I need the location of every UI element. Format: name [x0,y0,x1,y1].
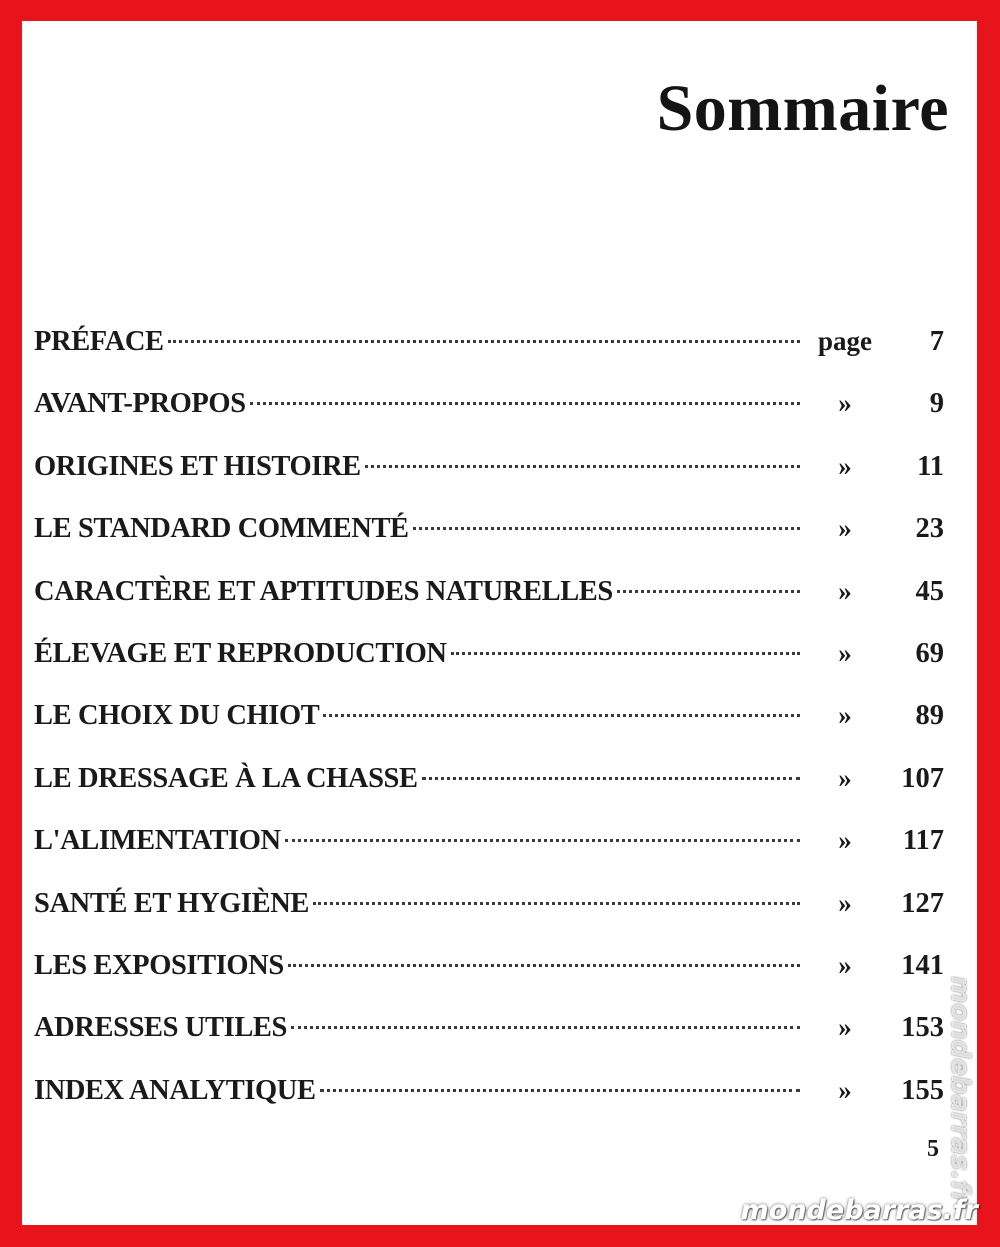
toc-row [34,825,944,887]
toc-row [34,950,944,1012]
dot-leader [323,714,800,717]
toc-entry-label: LE CHOIX DU CHIOT [34,700,320,732]
toc-row [34,1012,944,1074]
toc-row [34,451,944,513]
dot-leader [285,839,800,842]
dot-leader [617,590,800,593]
dot-leader [168,340,800,343]
page-number: 69 [915,637,944,669]
page-number: 23 [915,513,944,545]
toc-entry-label: PRÉFACE [34,326,164,357]
toc-row [34,638,944,700]
page-number: 11 [917,450,944,482]
toc-row [34,1075,944,1137]
page-number: 155 [901,1074,944,1106]
page-marker: » [838,1074,852,1105]
toc-entry-label: ÉLEVAGE ET REPRODUCTION [34,637,447,669]
dot-leader [291,1026,800,1029]
toc-entry-label: ADRESSES UTILES [34,1012,287,1044]
toc-entry-label: INDEX ANALYTIQUE [34,1074,316,1106]
toc-row [34,326,944,388]
page-marker: » [838,825,852,856]
dot-leader [413,527,800,530]
watermark-bottom: mondebarras.fr [740,1195,978,1226]
toc-entry-label: CARACTÈRE ET APTITUDES NATURELLES [34,575,613,607]
dot-leader [250,402,800,405]
toc-row [34,513,944,575]
page-marker: » [838,513,852,544]
document-page [22,21,977,1225]
page-marker: » [838,700,852,731]
page-number: 117 [902,825,944,857]
page-marker: » [838,388,852,419]
toc-entry-label: LE DRESSAGE À LA CHASSE [34,762,418,794]
dot-leader [313,902,800,905]
toc-row [34,763,944,825]
dot-leader [365,465,800,468]
toc-row [34,888,944,950]
toc-entry-label: AVANT-PROPOS [34,388,246,420]
page-number: 153 [901,1012,944,1044]
page-marker: » [838,450,852,481]
page-number: 141 [901,949,944,981]
page-number: 45 [915,575,944,607]
page-marker: » [838,1012,852,1043]
dot-leader [288,964,800,967]
dot-leader [422,777,800,780]
toc-entry-label: LES EXPOSITIONS [34,949,284,981]
page-number: 7 [929,326,944,357]
watermark-vertical [945,976,977,1216]
page-number: 127 [901,887,944,919]
page-marker: page [818,326,872,356]
toc-entry-label: LE STANDARD COMMENTÉ [34,513,409,545]
toc-entry-label: ORIGINES ET HISTOIRE [34,450,361,482]
toc-entry-label: L'ALIMENTATION [34,825,281,857]
watermark-vertical-text: mondebarras.fr [945,976,975,1205]
toc-row [34,388,944,450]
page-marker: » [838,575,852,606]
toc-row [34,700,944,762]
page-number: 107 [901,762,944,794]
page-title: Sommaire [656,72,949,145]
page-marker: » [838,637,852,668]
page-number: 89 [915,700,944,732]
page-marker: » [838,887,852,918]
page-number: 9 [929,388,944,420]
toc-entry-label: SANTÉ ET HYGIÈNE [34,887,309,919]
folio-page-number: 5 [927,1136,939,1162]
dot-leader [451,652,800,655]
page-marker: » [838,949,852,980]
table-of-contents [34,326,944,1137]
dot-leader [320,1089,800,1092]
page-marker: » [838,762,852,793]
toc-row [34,576,944,638]
